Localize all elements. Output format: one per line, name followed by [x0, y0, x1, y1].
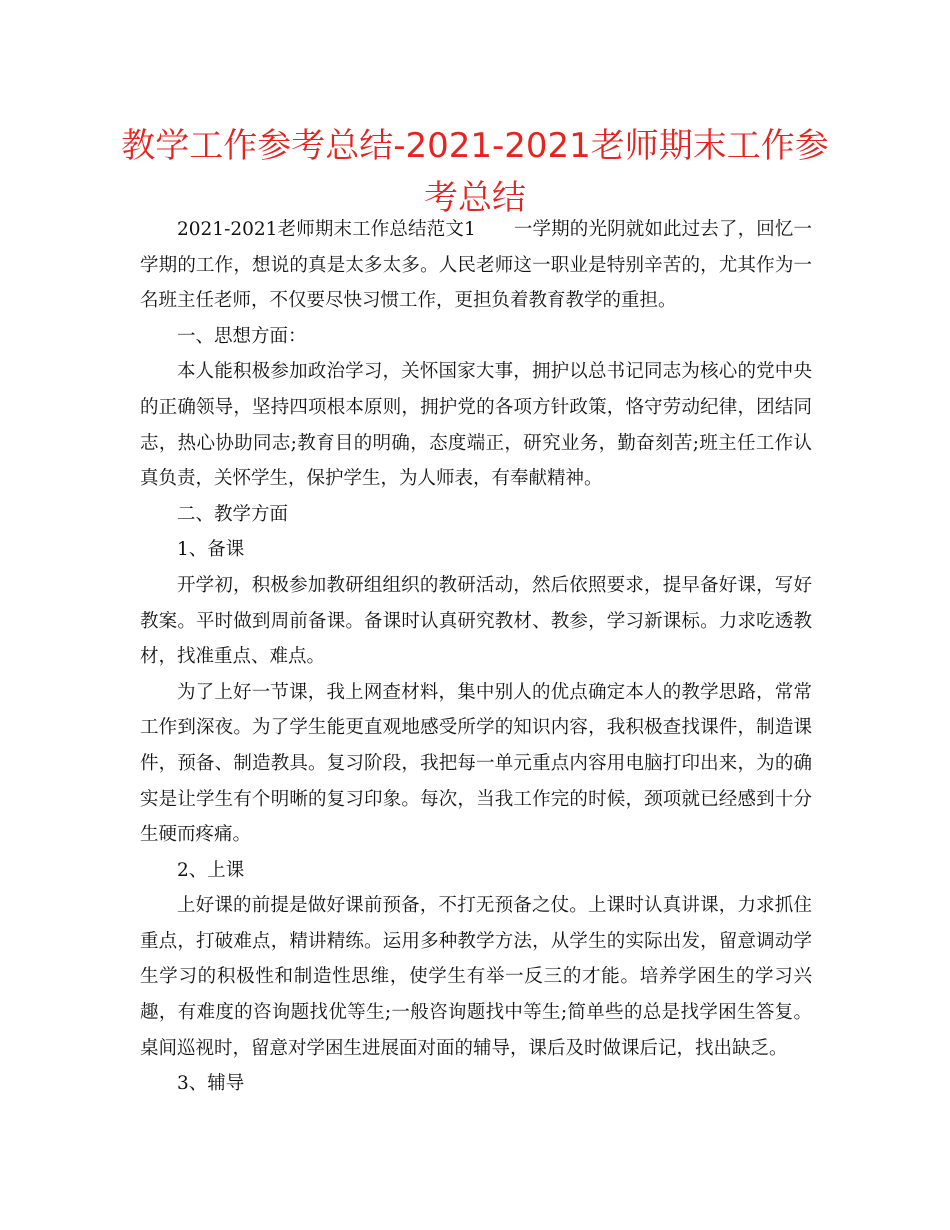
intro-lead: 2021-2021老师期末工作总结范文1: [177, 219, 476, 240]
paragraph: 为了上好一节课，我上网查材料，集中别人的优点确定本人的教学思路，常常工作到深夜。为了学生能更直观地感受所学的知识内容，我积极查找课件，制造课件，预备、制造教具。复习阶段，我把每一单元重点内容用电脑打印出来，为的确实是让学生有个明晰的复习印象。每次，当我工作完的时候，颈项就已经感到十分生硬而疼痛。: [140, 681, 812, 846]
section-heading: 一、思想方面：: [177, 325, 307, 347]
subsection-heading: 1、备课: [177, 539, 245, 561]
paragraph: 上好课的前提是做好课前预备，不打无预备之仗。上课时认真讲课，力求抓住重点，打破难点，精讲精练。运用多种教学方法，从学生的实际出发，留意调动学生学习的积极性和制造性思维，使学生有举一反三的才能。培养学困生的学习兴趣，有难度的咨询题找优等生;一般咨询题找中等生;简单些的总是找学困生答复。桌间巡视时，留意对学困生进展面对面的辅导，课后及时做课后记，找出缺乏。: [140, 895, 812, 1059]
paragraph: 开学初，积极参加教研组组织的教研活动，然后依照要求，提早备好课，写好教案。平时做到周前备课。备课时认真研究教材、教参，学习新课标。力求吃透教材，找准重点、难点。: [140, 574, 812, 668]
intro-rest: 一学期的光阴就如此过去了，回忆一学期的工作，想说的真是太多太多。人民老师这一职业是特别辛苦的，尤其作为一名班主任老师，不仅要尽快习惯工作，更担负着教育教学的重担。: [140, 219, 812, 312]
paragraph: 本人能积极参加政治学习，关怀国家大事，拥护以总书记同志为核心的党中央的正确领导，坚持四项根本原则，拥护党的各项方针政策，恪守劳动纪律，团结同志，热心协助同志;教育目的明确，态度端正，研究业务，勤奋刻苦;班主任工作认真负责，关怀学生，保护学生，为人师表，有奉献精神。: [140, 361, 812, 490]
document-body: [140, 212, 812, 1102]
subsection-heading: 2、上课: [177, 859, 245, 881]
section-heading: 二、教学方面: [177, 503, 289, 525]
intro-paragraph: [140, 212, 812, 319]
subsection-heading: 3、辅导: [177, 1073, 245, 1095]
document-title: 教学工作参考总结-2021-2021老师期末工作参考总结: [121, 126, 829, 218]
